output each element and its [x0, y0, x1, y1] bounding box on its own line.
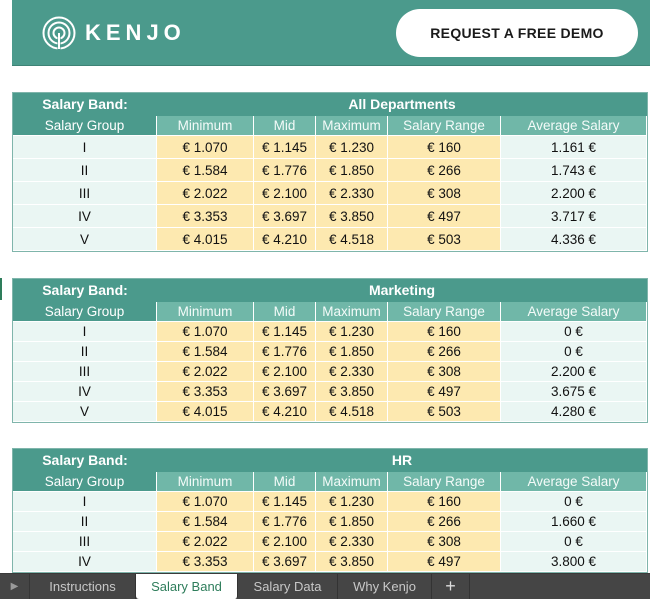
brand-name: KENJO	[85, 20, 186, 45]
cell-salary-range[interactable]: € 308	[388, 532, 501, 552]
department-name[interactable]: All Departments	[348, 96, 456, 112]
cell-mid[interactable]: € 4.210	[254, 402, 316, 422]
cell-salary-group[interactable]: III	[13, 182, 157, 205]
add-sheet-button[interactable]: +	[432, 574, 470, 599]
column-header-average-salary[interactable]: Average Salary	[501, 472, 647, 492]
cell-average-salary[interactable]: 4.336 €	[501, 228, 647, 251]
column-header-average-salary[interactable]: Average Salary	[501, 302, 647, 322]
cell-average-salary[interactable]: 1.660 €	[501, 512, 647, 532]
cell-salary-range[interactable]: € 503	[388, 402, 501, 422]
cell-salary-group[interactable]: IV	[13, 382, 157, 402]
cell-maximum[interactable]: € 1.230	[316, 492, 388, 512]
cell-minimum[interactable]: € 4.015	[157, 228, 254, 251]
cell-minimum[interactable]: € 1.584	[157, 342, 254, 362]
cell-minimum[interactable]: € 3.353	[157, 382, 254, 402]
cell-salary-group[interactable]: I	[13, 322, 157, 342]
column-header-mid[interactable]: Mid	[254, 472, 316, 492]
cell-mid[interactable]: € 2.100	[254, 362, 316, 382]
kenjo-circle-logo-icon	[42, 16, 76, 50]
column-header-minimum[interactable]: Minimum	[157, 116, 254, 136]
cell-salary-group[interactable]: V	[13, 402, 157, 422]
cell-salary-range[interactable]: € 266	[388, 512, 501, 532]
salary-band-table	[12, 448, 648, 573]
cell-maximum[interactable]: € 4.518	[316, 228, 388, 251]
column-header-salary-range[interactable]: Salary Range	[388, 302, 501, 322]
cell-mid[interactable]: € 1.145	[254, 322, 316, 342]
column-header-minimum[interactable]: Minimum	[157, 302, 254, 322]
salary-band-label[interactable]: Salary Band:	[42, 96, 128, 112]
cell-salary-group[interactable]: I	[13, 492, 157, 512]
selected-row-marker	[0, 278, 2, 300]
column-header-salary-range[interactable]: Salary Range	[388, 472, 501, 492]
salary-band-title-row	[13, 449, 647, 472]
cell-average-salary[interactable]: 0 €	[501, 492, 647, 512]
cell-salary-range[interactable]: € 503	[388, 228, 501, 251]
cell-average-salary[interactable]: 0 €	[501, 322, 647, 342]
cell-salary-range[interactable]: € 308	[388, 182, 501, 205]
cell-average-salary[interactable]: 1.743 €	[501, 159, 647, 182]
cell-mid[interactable]: € 1.776	[254, 342, 316, 362]
salary-band-grid	[13, 472, 647, 572]
cell-salary-range[interactable]: € 266	[388, 342, 501, 362]
salary-band-title-row	[13, 279, 647, 302]
tab-salary-data[interactable]: Salary Data	[238, 574, 338, 599]
cell-maximum[interactable]: € 4.518	[316, 402, 388, 422]
cell-maximum[interactable]: € 1.850	[316, 342, 388, 362]
cell-average-salary[interactable]: 0 €	[501, 342, 647, 362]
cell-salary-group[interactable]: II	[13, 512, 157, 532]
cell-average-salary[interactable]: 4.280 €	[501, 402, 647, 422]
sheet-tab-bar	[0, 573, 650, 599]
cell-mid[interactable]: € 1.776	[254, 159, 316, 182]
column-header-salary-group[interactable]: Salary Group	[13, 302, 157, 322]
kenjo-header-banner	[12, 0, 650, 66]
cell-average-salary[interactable]: 3.675 €	[501, 382, 647, 402]
tab-instructions[interactable]: Instructions	[30, 574, 136, 599]
cell-maximum[interactable]: € 2.330	[316, 362, 388, 382]
column-header-maximum[interactable]: Maximum	[316, 472, 388, 492]
department-name[interactable]: HR	[391, 452, 413, 468]
request-demo-button[interactable]: REQUEST A FREE DEMO	[396, 9, 638, 57]
salary-band-table	[12, 92, 648, 252]
cell-mid[interactable]: € 3.697	[254, 552, 316, 572]
cell-minimum[interactable]: € 1.584	[157, 159, 254, 182]
kenjo-logo	[42, 15, 186, 51]
cell-salary-group[interactable]: I	[13, 136, 157, 159]
cell-minimum[interactable]: € 3.353	[157, 552, 254, 572]
cell-mid[interactable]: € 2.100	[254, 532, 316, 552]
cell-maximum[interactable]: € 3.850	[316, 205, 388, 228]
cell-salary-range[interactable]: € 497	[388, 382, 501, 402]
cell-salary-range[interactable]: € 266	[388, 159, 501, 182]
cell-maximum[interactable]: € 1.230	[316, 322, 388, 342]
column-header-maximum[interactable]: Maximum	[316, 302, 388, 322]
cell-maximum[interactable]: € 3.850	[316, 552, 388, 572]
cell-maximum[interactable]: € 2.330	[316, 182, 388, 205]
cell-mid[interactable]: € 3.697	[254, 205, 316, 228]
cell-salary-range[interactable]: € 160	[388, 492, 501, 512]
cell-mid[interactable]: € 1.145	[254, 136, 316, 159]
cell-salary-group[interactable]: V	[13, 228, 157, 251]
cell-salary-range[interactable]: € 160	[388, 322, 501, 342]
play-arrow-icon[interactable]: ▶	[0, 574, 30, 599]
salary-band-grid	[13, 302, 647, 422]
cell-mid[interactable]: € 2.100	[254, 182, 316, 205]
salary-band-table	[12, 278, 648, 423]
cell-minimum[interactable]: € 1.070	[157, 322, 254, 342]
cell-minimum[interactable]: € 1.584	[157, 512, 254, 532]
cell-minimum[interactable]: € 2.022	[157, 362, 254, 382]
column-header-salary-range[interactable]: Salary Range	[388, 116, 501, 136]
tab-salary-band[interactable]: Salary Band	[136, 574, 238, 599]
tab-why-kenjo[interactable]: Why Kenjo	[338, 574, 432, 599]
cell-mid[interactable]: € 3.697	[254, 382, 316, 402]
column-header-minimum[interactable]: Minimum	[157, 472, 254, 492]
cell-salary-group[interactable]: III	[13, 532, 157, 552]
cell-average-salary[interactable]: 2.200 €	[501, 182, 647, 205]
cell-minimum[interactable]: € 2.022	[157, 182, 254, 205]
salary-band-label[interactable]: Salary Band:	[42, 282, 128, 298]
column-header-mid[interactable]: Mid	[254, 116, 316, 136]
salary-band-title-row	[13, 93, 647, 116]
cell-average-salary[interactable]: 0 €	[501, 532, 647, 552]
cell-salary-group[interactable]: IV	[13, 552, 157, 572]
column-header-maximum[interactable]: Maximum	[316, 116, 388, 136]
cell-salary-group[interactable]: II	[13, 342, 157, 362]
cell-salary-range[interactable]: € 497	[388, 552, 501, 572]
cell-average-salary[interactable]: 3.800 €	[501, 552, 647, 572]
department-name[interactable]: Marketing	[368, 282, 436, 298]
salary-band-grid	[13, 116, 647, 251]
column-header-average-salary[interactable]: Average Salary	[501, 116, 647, 136]
cell-maximum[interactable]: € 1.230	[316, 136, 388, 159]
cell-mid[interactable]: € 4.210	[254, 228, 316, 251]
cell-minimum[interactable]: € 2.022	[157, 532, 254, 552]
cell-salary-group[interactable]: II	[13, 159, 157, 182]
cell-minimum[interactable]: € 1.070	[157, 136, 254, 159]
cell-maximum[interactable]: € 3.850	[316, 382, 388, 402]
cell-salary-range[interactable]: € 308	[388, 362, 501, 382]
cell-mid[interactable]: € 1.776	[254, 512, 316, 532]
cell-maximum[interactable]: € 1.850	[316, 512, 388, 532]
cell-salary-group[interactable]: IV	[13, 205, 157, 228]
cell-average-salary[interactable]: 3.717 €	[501, 205, 647, 228]
cell-maximum[interactable]: € 1.850	[316, 159, 388, 182]
cell-minimum[interactable]: € 3.353	[157, 205, 254, 228]
salary-band-label[interactable]: Salary Band:	[42, 452, 128, 468]
column-header-salary-group[interactable]: Salary Group	[13, 472, 157, 492]
cell-salary-group[interactable]: III	[13, 362, 157, 382]
cell-maximum[interactable]: € 2.330	[316, 532, 388, 552]
cell-average-salary[interactable]: 1.161 €	[501, 136, 647, 159]
cell-mid[interactable]: € 1.145	[254, 492, 316, 512]
cell-salary-range[interactable]: € 497	[388, 205, 501, 228]
column-header-salary-group[interactable]: Salary Group	[13, 116, 157, 136]
column-header-mid[interactable]: Mid	[254, 302, 316, 322]
cell-minimum[interactable]: € 1.070	[157, 492, 254, 512]
cell-average-salary[interactable]: 2.200 €	[501, 362, 647, 382]
cell-salary-range[interactable]: € 160	[388, 136, 501, 159]
cell-minimum[interactable]: € 4.015	[157, 402, 254, 422]
